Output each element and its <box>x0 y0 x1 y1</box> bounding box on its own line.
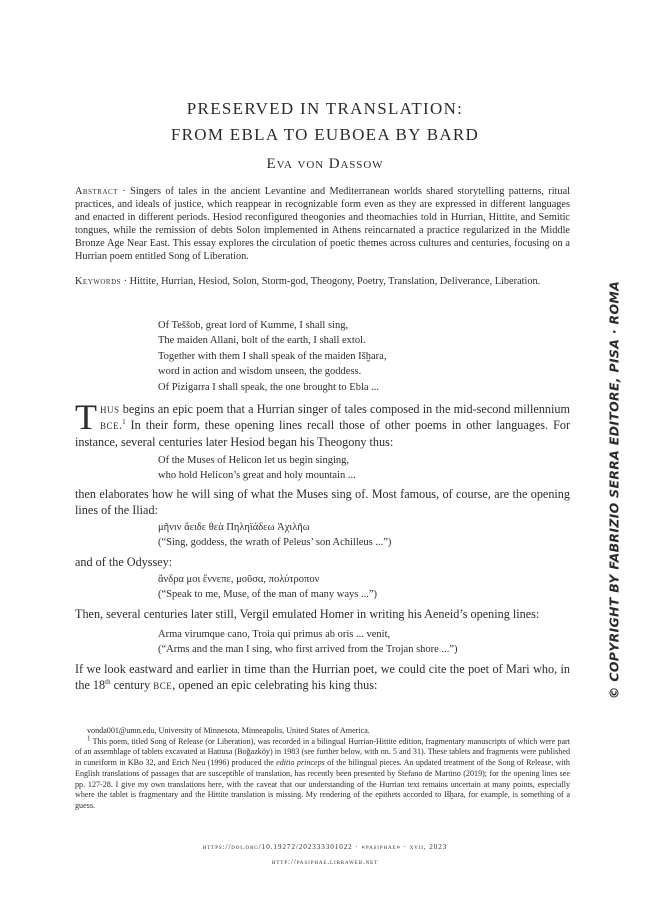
era-abbr: bce <box>153 678 173 693</box>
quote-aeneid <box>158 627 457 658</box>
title-line-2: FROM EBLA TO EUBOEA BY BARD <box>170 125 480 144</box>
keywords-text: · Hittite, Hurrian, Hesiod, Solon, Storm-god, Theogony, Poetry, Translation, Deliverance, Liberation. <box>123 276 541 287</box>
body-paragraph-3: and of the Odyssey: <box>75 555 173 569</box>
title-line-1: PRESERVED IN TRANSLATION: <box>186 99 464 118</box>
ordinal-suffix: th <box>105 678 111 687</box>
footnote-ref[interactable]: 1 <box>122 418 126 427</box>
era-abbr: bce <box>100 418 120 433</box>
body-paragraph-1: Thus begins an epic poem that a Hurrian singer of tales composed in the mid-second millennium bce.$^1$ In their form, these opening lines recall those of other poems in other languages. For instance, several centuries later Hesiod began his Theogony thus: <box>75 397 570 449</box>
footnote-number: 1 <box>87 734 91 743</box>
footer-url[interactable]: http://pasiphae.libraweb.net <box>271 858 379 866</box>
quote-line: (“Sing, goddess, the wrath of Peleus’ son Achilleus ...”) <box>158 537 392 549</box>
author-name: Eva von Dassow <box>266 156 384 172</box>
footnote-1 <box>75 734 570 812</box>
epigraph-line: Together with them I shall speak of the maiden Išḫara, <box>158 350 387 362</box>
drop-cap: T <box>75 397 97 437</box>
footnote-text: This poem, titled Song of Release (or Liberation), was recorded in a bilingual Hurrian-Hittite edition, fragmentary manuscripts of which were part of an assemblage of tablets excavated at Hattusa (Boğazköy) in 1983 (see further below, with nn. 5 and 31). These tablets and fragments were published in cuneiform in KBo 32, and Erich Neu (1996) produced the <box>75 736 570 768</box>
footnote-text: of the bilingual pieces. An updated treatment of the Song of Release, with English translations of passages that are susceptible of translation, has recently been presented by Stefano de Martino (2019); for the opening lines see pp. 127-28. I give my own translations here, with the caveat that our understanding of the Hurrian text remains uncertain at many points, especially where the tablet is fragmentary and the Hittite translation is missing. My rendering of the epithets accorded to Išḫara, for example, is something of a guess. <box>75 758 570 810</box>
quote-line: (“Speak to me, Muse, of the man of many ways ...”) <box>158 589 377 601</box>
abstract <box>75 185 570 264</box>
footer-doi[interactable]: https://doi.org/10.19272/202333301022 · «pasiphae» · xvii, 2023 <box>202 843 448 851</box>
keywords-label: Keywords <box>75 276 122 287</box>
body-text: In their form, these opening lines recall those of other poems in other languages. For instance, several centuries later Hesiod began his Theogony thus: <box>75 418 570 449</box>
epigraph-line: The maiden Allani, bolt of the earth, I shall extol. <box>158 335 366 347</box>
epigraph-line: word in action and wisdom unseen, the goddess. <box>158 366 362 378</box>
quote-odyssey <box>158 572 377 603</box>
abstract-label: Abstract <box>75 186 118 197</box>
quote-iliad <box>158 520 391 551</box>
footnote-italic: editio princeps <box>276 758 325 768</box>
opening-smallcaps: hus <box>100 402 120 416</box>
body-paragraph-4: Then, several centuries later still, Vergil emulated Homer in writing his Aeneid’s opening lines: <box>75 607 540 621</box>
footnotes <box>75 726 570 812</box>
quote-line: Of the Muses of Helicon let us begin singing, <box>158 455 350 466</box>
epigraph-line: Of Teššob, great lord of Kumme, I shall sing, <box>158 320 349 331</box>
quote-line: μῆνιν ἄειδε θεὰ Πηληϊάδεω Ἀχιλῆω <box>158 522 310 533</box>
quote-line: (“Arms and the man I sing, who first arrived from the Trojan shore ...”) <box>158 644 458 656</box>
body-text: If we look eastward and earlier in time than the Hurrian poet, we could cite the poet of Mari who, in the 18 <box>75 662 570 693</box>
body-text: century <box>110 678 154 693</box>
epigraph <box>158 318 386 395</box>
epigraph-line: Of Pizigarra I shall speak, the one brought to Ebla ... <box>158 381 380 393</box>
affiliation-note: vonda001@umn.edu, University of Minnesota, Minneapolis, United States of America. <box>87 726 370 735</box>
body-text: , opened an epic celebrating his king thus: <box>172 678 378 693</box>
quote-line: who hold Helicon’s great and holy mountain ... <box>158 470 356 482</box>
article-title <box>0 96 650 148</box>
quote-line: Arma virumque cano, Troia qui primus ab oris ... venit, <box>158 629 391 640</box>
quote-hesiod <box>158 453 356 484</box>
quote-line: ἄνδρα μοι ἔννεπε, μοῦσα, πολύτροπον <box>158 574 320 585</box>
body-paragraph-5 <box>75 661 570 694</box>
body-paragraph-2: then elaborates how he will sing of what the Muses sing of. Most famous, of course, are the opening lines of the Iliad: <box>75 487 570 518</box>
abstract-text: · Singers of tales in the ancient Levantine and Mediterranean worlds shared storytelling patterns, ritual practices, and ideals of justice, which reappear in recognizable form even as they are expressed in different languages and enacted in different periods. Hesiod reconfigured theogonies and theomachies told in Hurrian, Hittite, and Semitic tongues, while the remission of debts Solon implemented in Athens reincarnated a practice regularized in the Middle Bronze Age Near East. This essay explores the circulation of poetic themes across cultures and centuries, focusing on a Hurrian poem entitled Song of Liberation. <box>75 186 571 263</box>
keywords <box>75 275 570 288</box>
body-text: begins an epic poem that a Hurrian singer of tales composed in the mid-second millennium <box>119 402 570 416</box>
copyright-text: © COPYRIGHT BY FABRIZIO SERRA EDITORE, PISA · ROMA <box>606 280 622 700</box>
